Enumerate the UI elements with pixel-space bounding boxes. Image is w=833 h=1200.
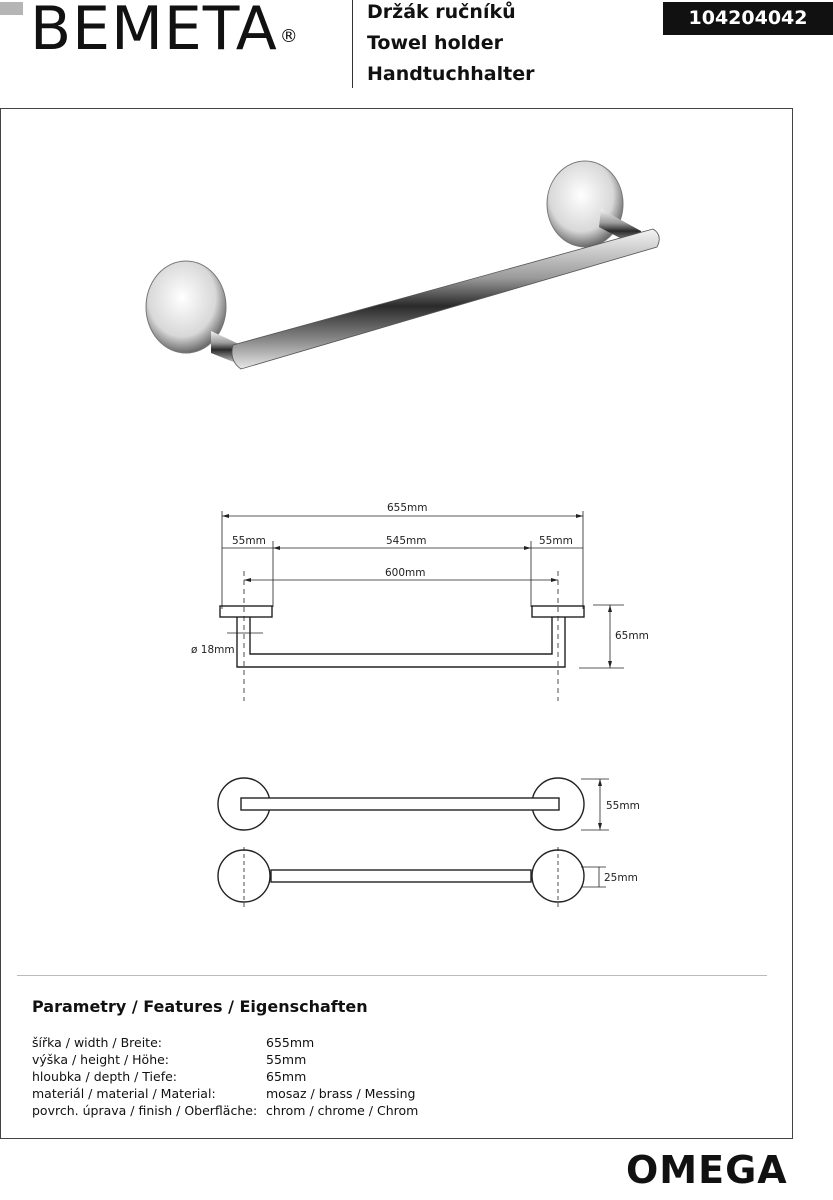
title-de: Handtuchhalter [367,63,535,85]
brand-logo: BEMETA ® [30,0,299,64]
title-cz: Držák ručníků [367,1,516,23]
logo-square [0,2,23,15]
dim-total-width: 655mm [387,502,428,514]
product-code: 104204042 [663,2,833,35]
dim-rosette: 55mm [606,800,640,812]
dim-center: 545mm [386,535,427,547]
header-divider [352,0,353,88]
series-name: OMEGA [626,1148,788,1192]
dim-mount-distance: 600mm [385,567,426,579]
dim-side-left: 55mm [232,535,266,547]
dim-depth: 65mm [615,630,649,642]
features-title: Parametry / Features / Eigenschaften [32,997,368,1016]
technical-drawing [1,109,792,969]
product-sheet-frame: 655mm 55mm 545mm 55mm 600mm ø 18mm 65mm 55mm 25mm Parametry / Features / Eigenschaften šířka / width / Breite: 655mm výška / height / Höhe: 55mm hloubka / depth / Tiefe: 65mm materiál / material / Material: mosaz / brass / Messing povrch. úprava / finish / Oberfläche: chrom / chrome / Chrom [0,108,793,1139]
dim-side-right: 55mm [539,535,573,547]
title-en: Towel holder [367,32,504,54]
section-divider [17,975,767,976]
dim-diameter: ø 18mm [191,644,235,656]
dim-bar-height: 25mm [604,872,638,884]
